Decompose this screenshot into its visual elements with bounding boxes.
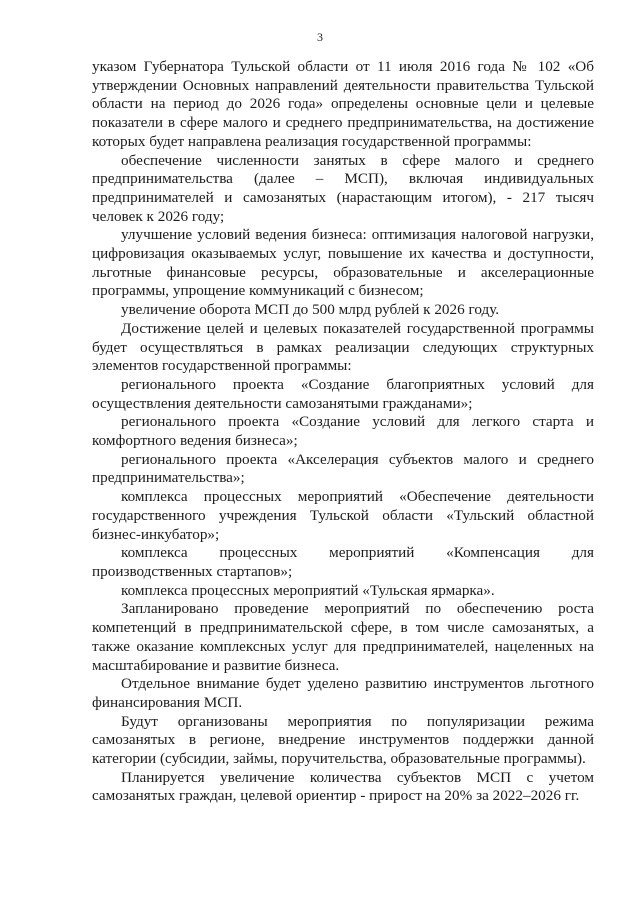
paragraph-structural-elements: Достижение целей и целевых показателей государственной программы будет осуществляться в рамках реализации следующих структурных элементов государственной программы:: [92, 319, 594, 375]
paragraph-goal-employment: обеспечение численности занятых в сфере малого и среднего предпринимательства (далее – МСП), включая индивидуальных предпринимателей и самозанятых (нарастающим итогом), - 217 тысяч человек к 2026 году;: [92, 151, 594, 225]
paragraph-complex-incubator: комплекса процессных мероприятий «Обеспечение деятельности государственного учреждения Тульской области «Тульский областной бизнес-инкубатор»;: [92, 488, 594, 543]
paragraph-target-growth: Планируется увеличение количества субъектов МСП с учетом самозанятых граждан, целевой ориентир - прирост на 20% за 2022–2026 гг.: [92, 768, 594, 805]
paragraph-goal-conditions: улучшение условий ведения бизнеса: оптимизация налоговой нагрузки, цифровизация оказываемых услуг, повышение их качества и доступности, льготные финансовые ресурсы, образовательные и акселерационные программы, упрощение коммуникаций с бизнесом;: [92, 226, 594, 300]
paragraph-goal-turnover: увеличение оборота МСП до 500 млрд рублей к 2026 году.: [121, 301, 500, 319]
paragraph-project-self-employed: регионального проекта «Создание благоприятных условий для осуществления деятельности самозанятыми гражданами»;: [92, 375, 594, 412]
paragraph-decree-intro: указом Губернатора Тульской области от 11 июля 2016 года № 102 «Об утверждении Основных направлений деятельности правительства Тульской области на период до 2026 года» определены основные цели и целевые показатели в сфере малого и среднего предпринимательства, на достижение которых будет направлена реализация государственной программы:: [92, 58, 594, 150]
paragraph-competencies: Запланировано проведение мероприятий по обеспечению роста компетенций в предпринимательской сфере, в том числе самозанятых, а также оказание комплексных услуг для предпринимателей, нацеленных на масштабирование и развитие бизнеса.: [92, 600, 594, 674]
body-text: [92, 58, 594, 806]
page-number: 3: [317, 30, 323, 44]
paragraph-project-easy-start: регионального проекта «Создание условий для легкого старта и комфортного ведения бизнеса»;: [92, 413, 594, 450]
paragraph-project-acceleration: регионального проекта «Акселерация субъектов малого и среднего предпринимательства»;: [92, 450, 594, 487]
paragraph-complex-startups: комплекса процессных мероприятий «Компенсация для производственных стартапов»;: [92, 544, 594, 580]
paragraph-financing: Отдельное внимание будет уделено развитию инструментов льготного финансирования МСП.: [92, 675, 594, 711]
paragraph-complex-fair: комплекса процессных мероприятий «Тульская ярмарка».: [121, 581, 495, 599]
paragraph-popularization: Будут организованы мероприятия по популяризации режима самозанятых в регионе, внедрение инструментов поддержки данной категории (субсидии, займы, поручительства, образовательные программы).: [92, 712, 594, 768]
